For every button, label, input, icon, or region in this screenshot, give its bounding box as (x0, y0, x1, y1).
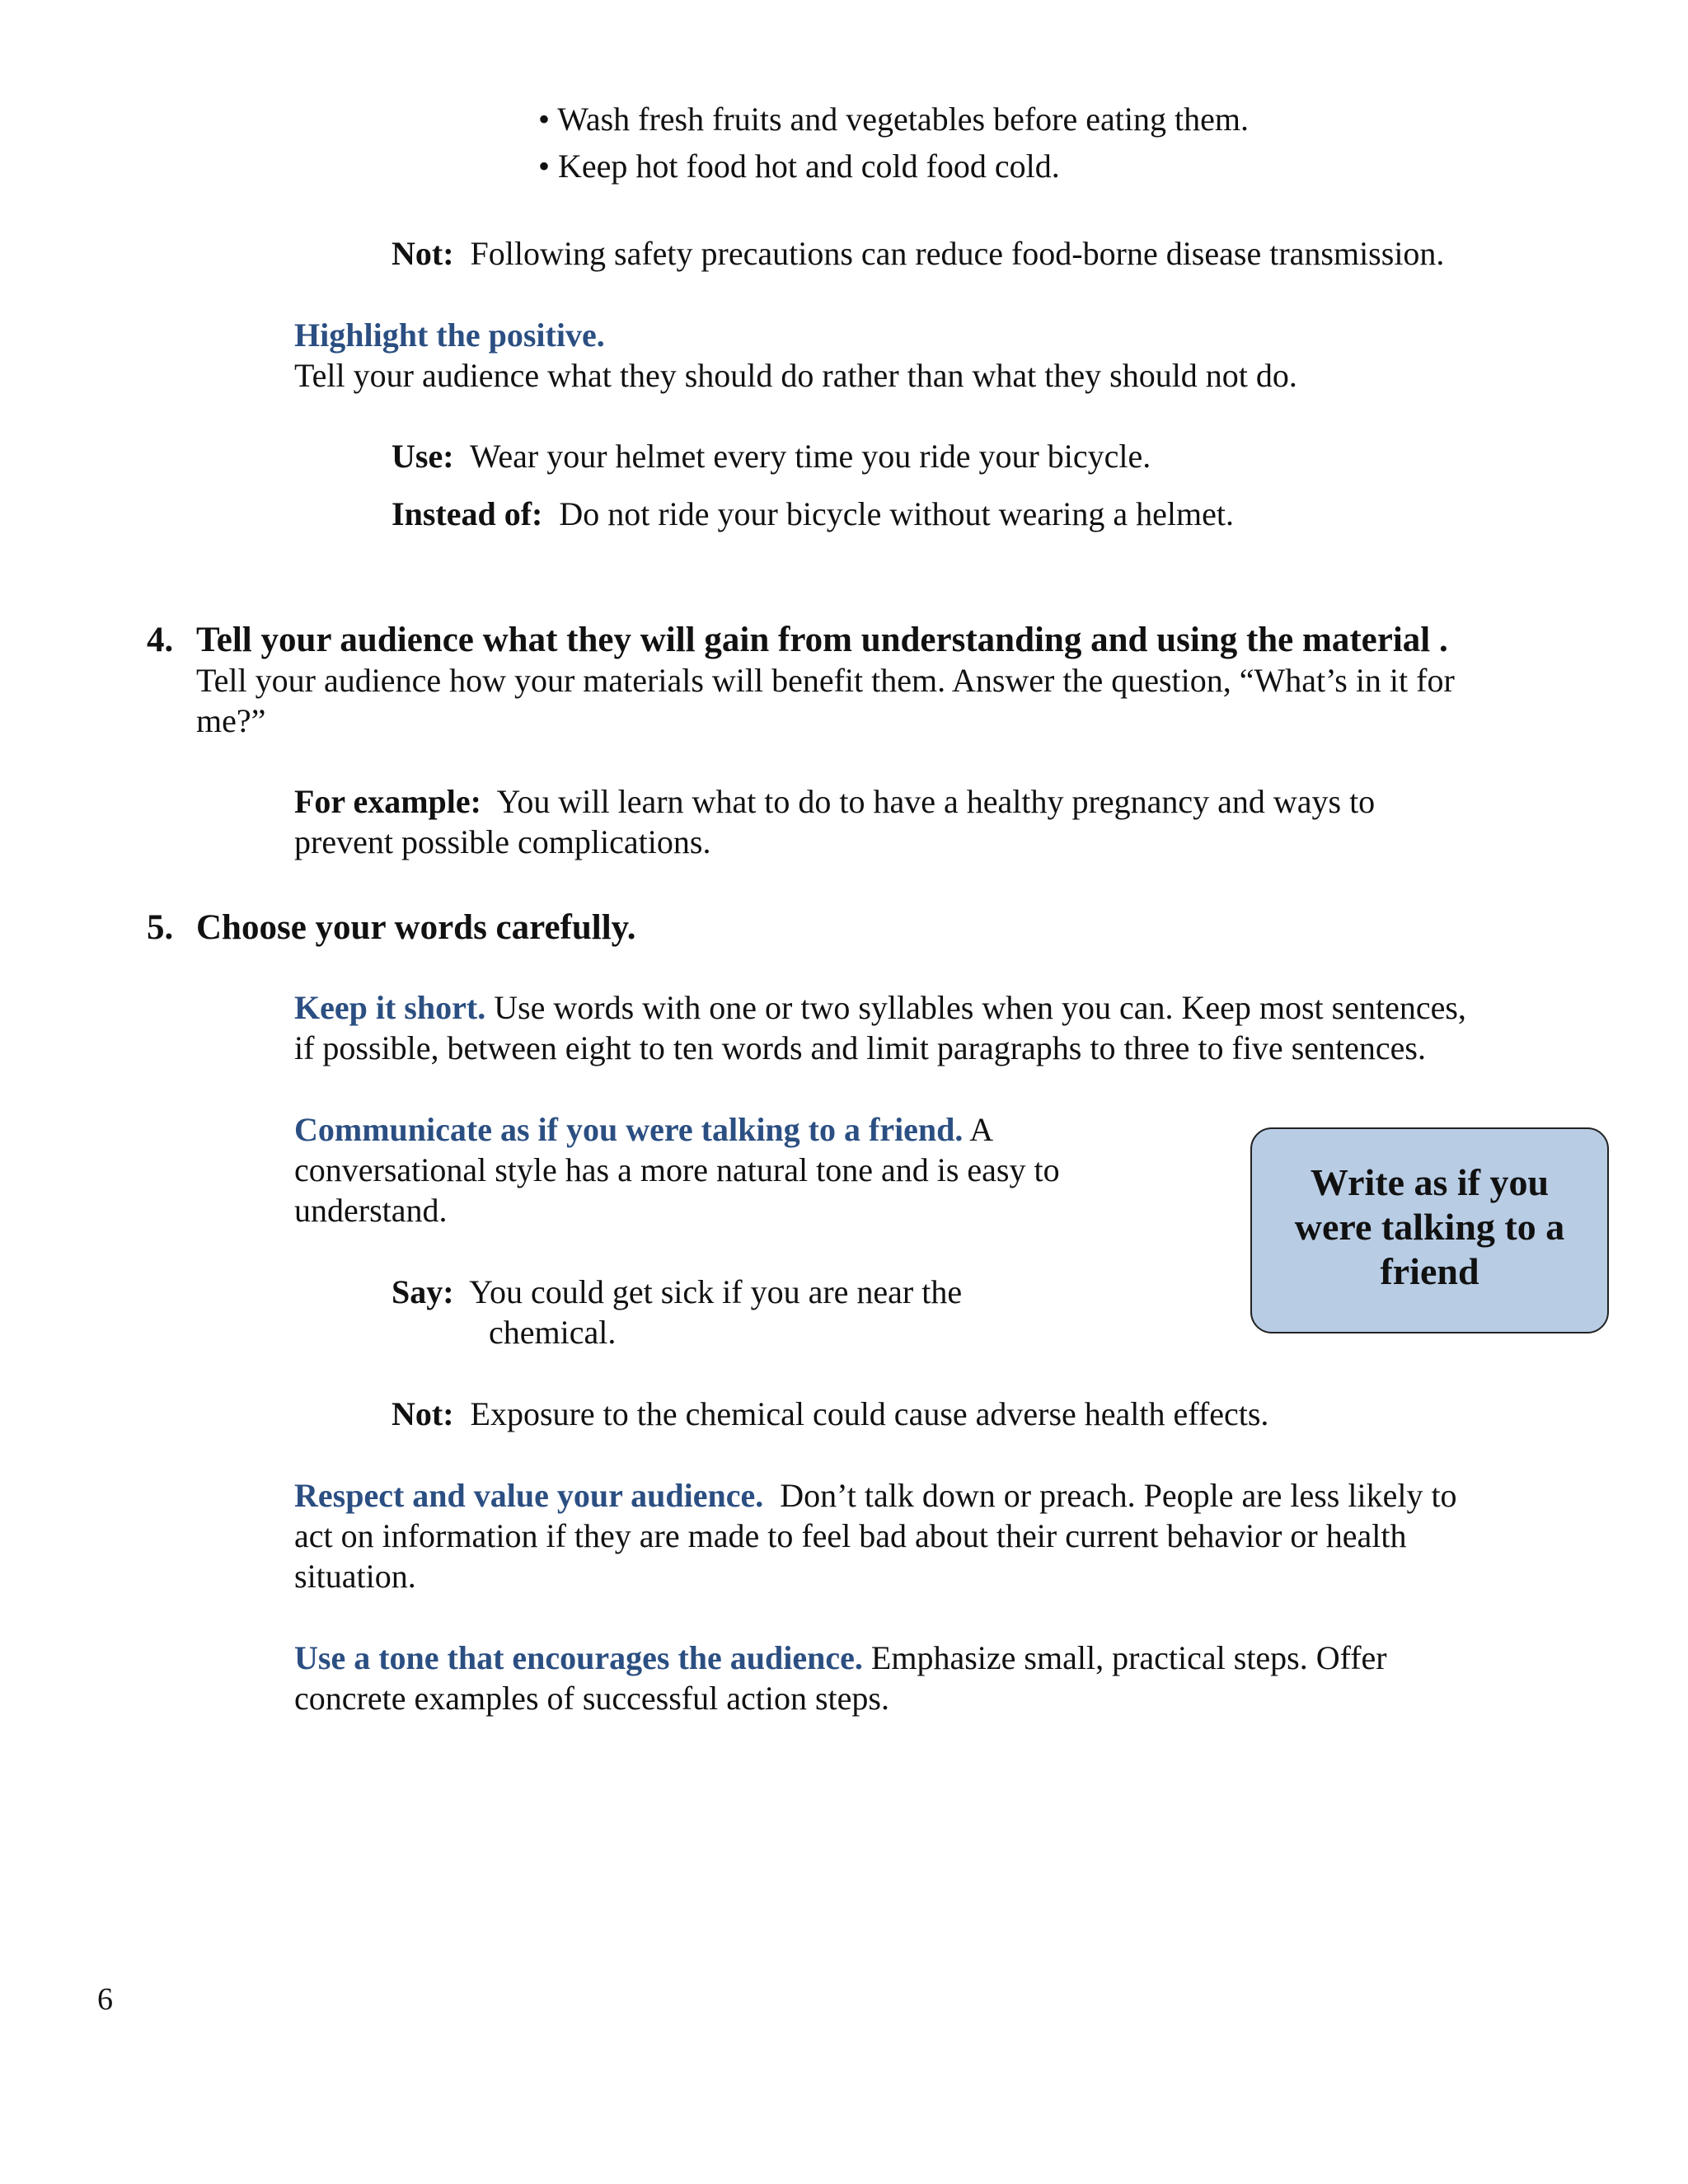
for-example (294, 781, 1375, 823)
use-label: Use: (392, 438, 454, 475)
keep-short-text: Use words with one or two syllables when you can. Keep most sentences, (494, 989, 1466, 1026)
list-body: Tell your audience how your materials will benefit them. Answer the question, “What’s in it for (196, 662, 1455, 699)
keep-short-text: if possible, between eight to ten words and limit paragraphs to three to five sentences. (294, 1029, 1426, 1066)
page-number: 6 (97, 1982, 113, 2017)
tone-text: Emphasize small, practical steps. Offer (870, 1639, 1387, 1676)
use-text: Wear your helmet every time you ride your bicycle. (469, 438, 1151, 475)
bullet-item: • Keep hot food hot and cold food cold. (538, 148, 1060, 185)
list-number: 5. (147, 908, 174, 947)
say-text: You could get sick if you are near the (469, 1273, 963, 1310)
list-number: 4. (147, 621, 174, 659)
not-text: Exposure to the chemical could cause adverse health effects. (470, 1395, 1269, 1432)
section-body: Tell your audience what they should do rather than what they should not do. (294, 357, 1297, 394)
list-heading: Choose your words carefully. (196, 908, 636, 947)
for-example-label: For example: (294, 783, 481, 820)
tone-paragraph (294, 1638, 1387, 1679)
friend-paragraph (294, 1109, 993, 1151)
tone-title: Use a tone that encourages the audience. (294, 1639, 863, 1676)
list-body: me?” (196, 702, 266, 739)
friend-title: Communicate as if you were talking to a friend. (294, 1111, 964, 1148)
friend-text: A (969, 1111, 994, 1148)
keep-short-paragraph (294, 987, 1466, 1029)
respect-text: situation. (294, 1558, 416, 1595)
say-text: chemical. (489, 1314, 617, 1351)
not-example (392, 1394, 1268, 1435)
instead-text: Do not ride your bicycle without wearing a helmet. (559, 495, 1234, 532)
bullet-item: • Wash fresh fruits and vegetables before eating them. (538, 101, 1249, 138)
for-example-text: prevent possible complications. (294, 823, 711, 860)
not-text: Following safety precautions can reduce food-borne disease transmission. (470, 235, 1445, 272)
friend-text: conversational style has a more natural tone and is easy to (294, 1151, 1060, 1188)
for-example-text: You will learn what to do to have a healthy pregnancy and ways to (496, 783, 1376, 820)
say-example (392, 1272, 962, 1313)
callout-box (1250, 1127, 1609, 1333)
section-subheading: Highlight the positive. (294, 316, 605, 354)
instead-label: Instead of: (392, 495, 543, 532)
friend-text: understand. (294, 1192, 448, 1229)
keep-short-title: Keep it short. (294, 989, 486, 1026)
instead-example (392, 494, 1234, 535)
not-example (392, 233, 1444, 274)
say-label: Say: (392, 1273, 454, 1310)
tone-text: concrete examples of successful action steps. (294, 1680, 889, 1717)
callout-text: Write as if you were talking to a friend (1294, 1161, 1565, 1292)
use-example (392, 436, 1151, 477)
not-label: Not: (392, 235, 454, 272)
list-heading: Tell your audience what they will gain from understanding and using the material . (196, 621, 1448, 659)
respect-text: act on information if they are made to feel bad about their current behavior or health (294, 1517, 1407, 1554)
respect-title: Respect and value your audience. (294, 1477, 764, 1514)
respect-text: Don’t talk down or preach. People are less likely to (780, 1477, 1457, 1514)
respect-paragraph (294, 1475, 1457, 1516)
not-label: Not: (392, 1395, 454, 1432)
